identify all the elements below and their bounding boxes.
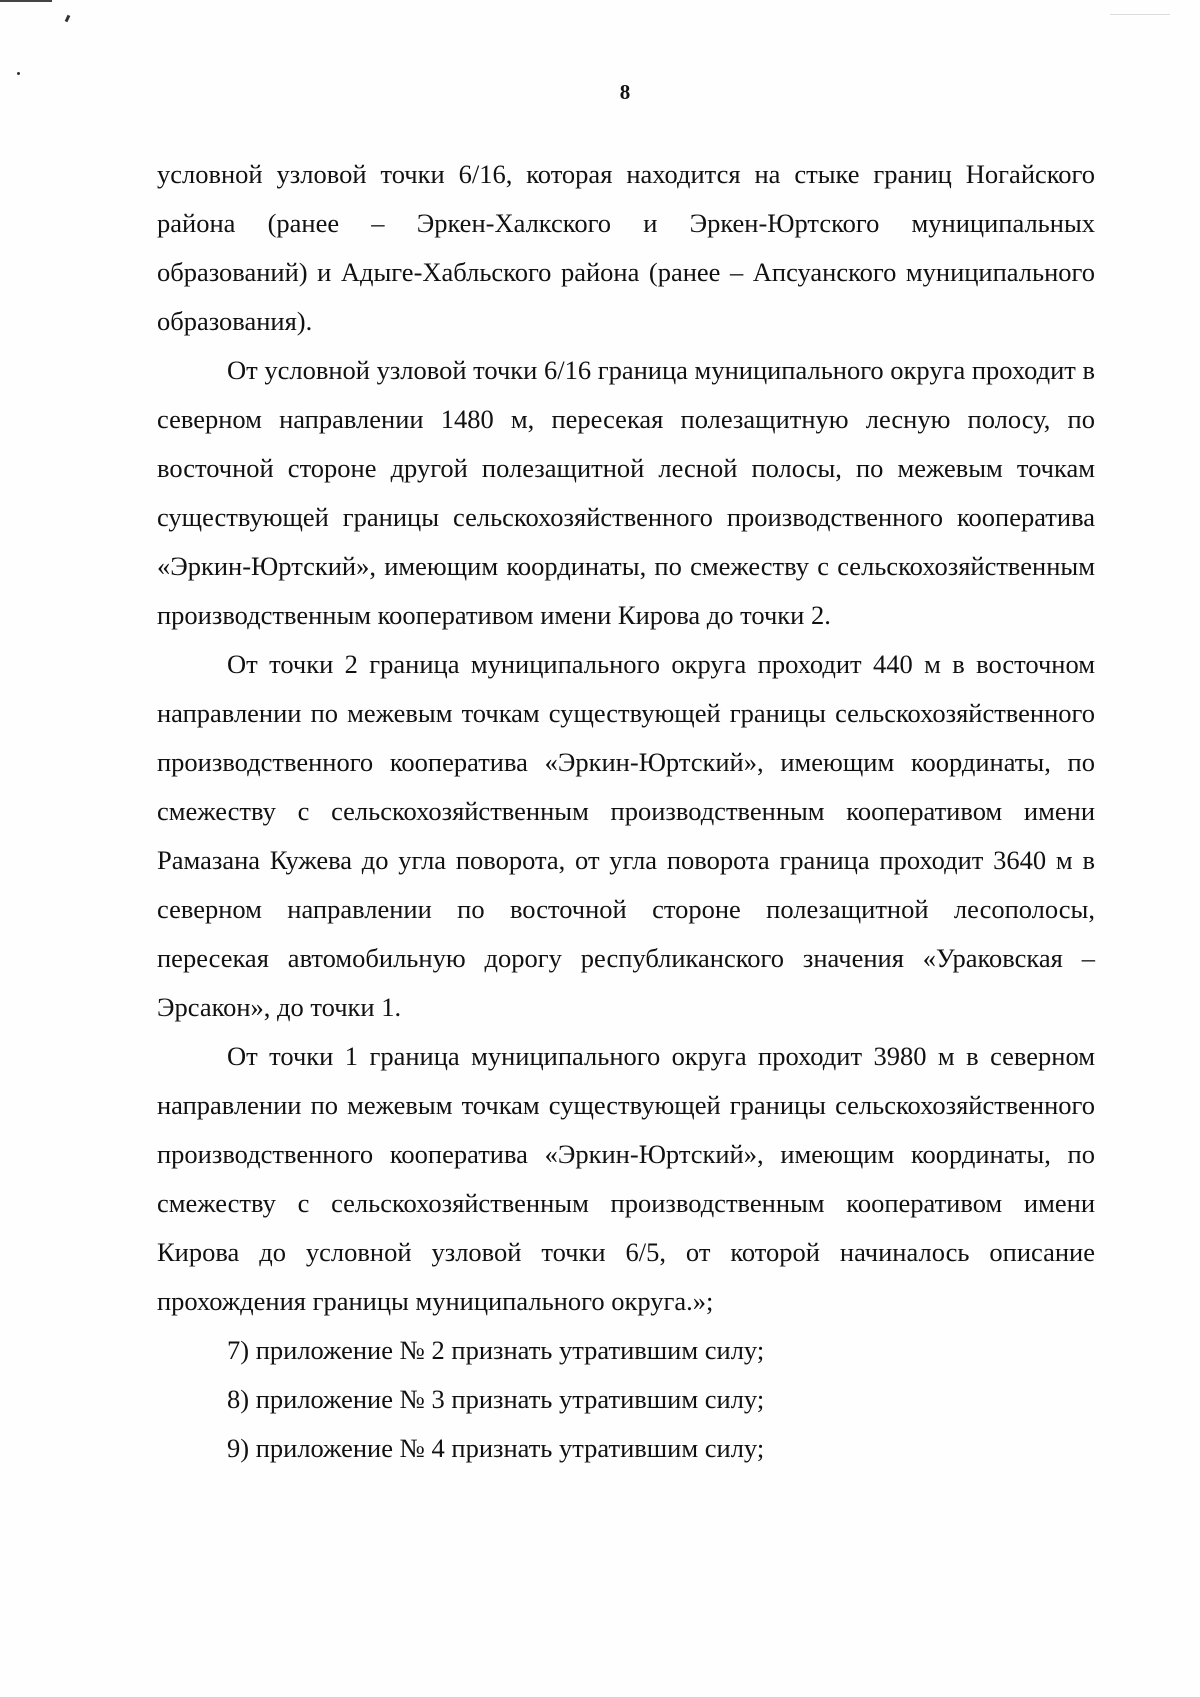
scan-artifact (65, 15, 71, 23)
document-body (157, 150, 1095, 1473)
paragraph-point-2: От точки 2 граница муниципального округа проходит 440 м в восточном направлении по межевым точкам существующей границы сельскохозяйственного производственного кооператива «Эркин-Юртский», имеющим координаты, по смежеству с сельскохозяйственным производственным кооперативом имени Рамазана Кужева до угла поворота, от угла поворота граница проходит 3640 м в северном направлении по восточной стороне полезащитной лесополосы, пересекая автомобильную дорогу республиканского значения «Ураковская – Эрсакон», до точки 1. (157, 649, 1095, 1022)
list-item-8: 8) приложение № 3 признать утратившим силу; (227, 1384, 765, 1414)
scan-artifact (1110, 14, 1170, 15)
scan-artifact (0, 0, 52, 2)
paragraph-point-6-16: От условной узловой точки 6/16 граница муниципального округа проходит в северном направлении 1480 м, пересекая полезащитную лесную полосу, по восточной стороне другой полезащитной лесной полосы, по межевым точкам существующей границы сельскохозяйственного производственного кооператива «Эркин-Юртский», имеющим координаты, по смежеству с сельскохозяйственным производственным кооперативом имени Кирова до точки 2. (157, 355, 1095, 630)
page-number: 8 (619, 80, 631, 104)
paragraph-continuation: условной узловой точки 6/16, которая находится на стыке границ Ногайского района (ранее – Эркен-Халкского и Эркен-Юртского муниципальных образований) и Адыге-Хабльского района (ранее – Апсуанского муниципального образования). (157, 159, 1095, 336)
list-item-9: 9) приложение № 4 признать утратившим силу; (227, 1433, 765, 1463)
scan-artifact (17, 72, 20, 75)
list-item-7: 7) приложение № 2 признать утратившим силу; (227, 1335, 765, 1365)
paragraph-point-1: От точки 1 граница муниципального округа проходит 3980 м в северном направлении по межевым точкам существующей границы сельскохозяйственного производственного кооператива «Эркин-Юртский», имеющим координаты, по смежеству с сельскохозяйственным производственным кооперативом имени Кирова до условной узловой точки 6/5, от которой начиналось описание прохождения границы муниципального округа.»; (157, 1041, 1095, 1316)
